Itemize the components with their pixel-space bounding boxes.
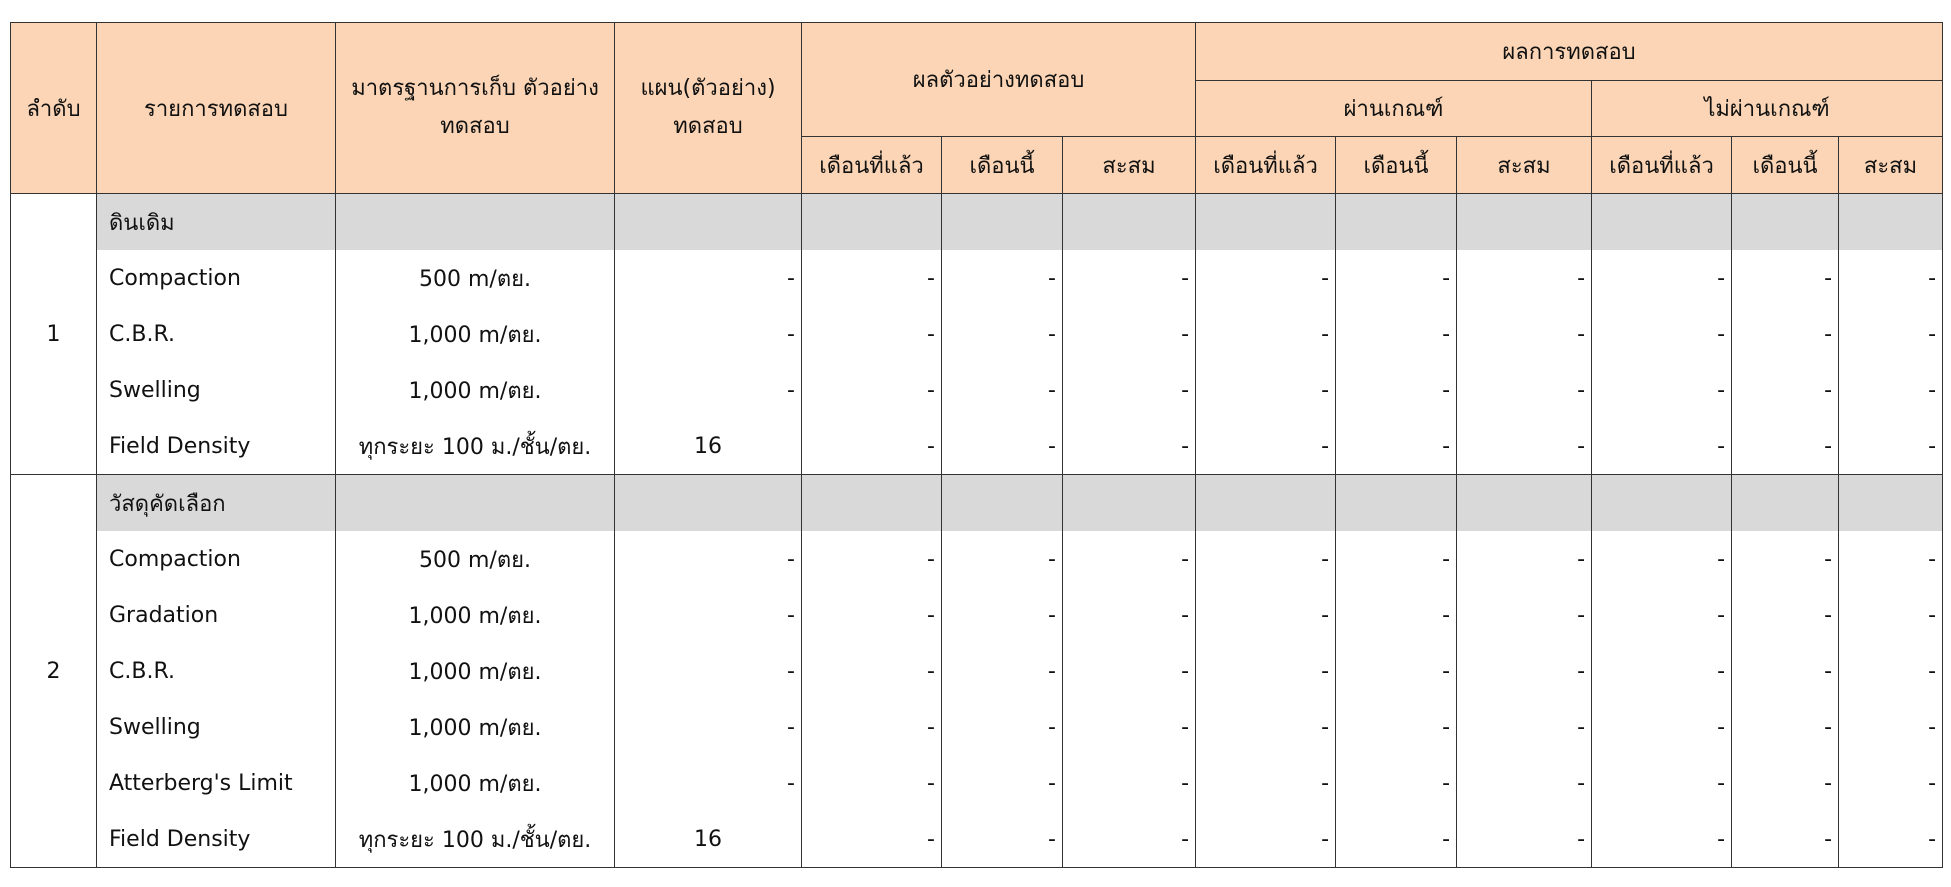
result-value: -	[1732, 587, 1839, 643]
result-value: -	[1063, 587, 1196, 643]
result-value: -	[1839, 587, 1943, 643]
header-sample-this-month: เดือนนี้	[942, 137, 1063, 194]
result-value: -	[802, 250, 942, 306]
sampling-standard: 1,000 m/ตย.	[336, 699, 615, 755]
row-seq-number: 1	[11, 194, 97, 475]
result-value: -	[1063, 362, 1196, 418]
result-value: -	[1457, 306, 1592, 362]
result-value: -	[942, 587, 1063, 643]
group-shade-cell	[336, 475, 615, 532]
result-value: -	[1336, 306, 1457, 362]
result-value: -	[1063, 699, 1196, 755]
result-value: -	[942, 418, 1063, 475]
result-value: -	[1063, 250, 1196, 306]
group-shade-cell	[1732, 194, 1839, 251]
sampling-standard: 1,000 m/ตย.	[336, 587, 615, 643]
result-value: -	[1592, 755, 1732, 811]
result-value: -	[1457, 643, 1592, 699]
table-row	[11, 699, 1943, 755]
result-value: -	[942, 531, 1063, 587]
header-standard: มาตรฐานการเก็บ ตัวอย่างทดสอบ	[336, 23, 615, 194]
plan-value: 16	[615, 418, 802, 475]
result-value: -	[1839, 643, 1943, 699]
table-row	[11, 362, 1943, 418]
result-value: -	[1457, 755, 1592, 811]
result-value: -	[1063, 811, 1196, 868]
header-plan: แผน(ตัวอย่าง) ทดสอบ	[615, 23, 802, 194]
test-item: Compaction	[97, 250, 336, 306]
result-value: -	[1732, 643, 1839, 699]
result-value: -	[1457, 362, 1592, 418]
result-value: -	[942, 306, 1063, 362]
group-shade-cell	[1839, 475, 1943, 532]
sampling-standard: ทุกระยะ 100 ม./ชั้น/ตย.	[336, 418, 615, 475]
group-shade-cell	[1457, 194, 1592, 251]
result-value: -	[1196, 699, 1336, 755]
row-seq-number: 2	[11, 475, 97, 868]
header-sample-cumulative: สะสม	[1063, 137, 1196, 194]
table-row	[11, 755, 1943, 811]
plan-value: -	[615, 699, 802, 755]
result-value: -	[1336, 418, 1457, 475]
group-name: วัสดุคัดเลือก	[97, 475, 336, 532]
result-value: -	[1732, 250, 1839, 306]
test-item: Atterberg's Limit	[97, 755, 336, 811]
result-value: -	[1063, 418, 1196, 475]
result-value: -	[1839, 699, 1943, 755]
header-seq: ลำดับ	[11, 23, 97, 194]
result-value: -	[1196, 250, 1336, 306]
result-value: -	[942, 643, 1063, 699]
header-fail-last-month: เดือนที่แล้ว	[1592, 137, 1732, 194]
result-value: -	[1732, 811, 1839, 868]
table-row	[11, 250, 1943, 306]
result-value: -	[1457, 587, 1592, 643]
test-item: Field Density	[97, 811, 336, 868]
plan-value: -	[615, 306, 802, 362]
result-value: -	[1457, 531, 1592, 587]
header-test-results: ผลการทดสอบ	[1196, 23, 1943, 81]
result-value: -	[1457, 699, 1592, 755]
sampling-standard: 500 m/ตย.	[336, 250, 615, 306]
test-item: C.B.R.	[97, 643, 336, 699]
table-row	[11, 531, 1943, 587]
result-value: -	[802, 811, 942, 868]
result-value: -	[1336, 531, 1457, 587]
group-shade-cell	[1196, 475, 1336, 532]
group-shade-cell	[942, 194, 1063, 251]
result-value: -	[1592, 699, 1732, 755]
result-value: -	[942, 755, 1063, 811]
result-value: -	[1196, 362, 1336, 418]
sampling-standard: 1,000 m/ตย.	[336, 755, 615, 811]
result-value: -	[1196, 811, 1336, 868]
group-shade-cell	[942, 475, 1063, 532]
table-row	[11, 643, 1943, 699]
result-value: -	[802, 587, 942, 643]
result-value: -	[1336, 587, 1457, 643]
result-value: -	[1196, 643, 1336, 699]
result-value: -	[1196, 755, 1336, 811]
sampling-standard: 1,000 m/ตย.	[336, 643, 615, 699]
header-fail-cumulative: สะสม	[1839, 137, 1943, 194]
result-value: -	[1336, 811, 1457, 868]
header-fail-this-month: เดือนนี้	[1732, 137, 1839, 194]
plan-value: 16	[615, 811, 802, 868]
result-value: -	[1592, 418, 1732, 475]
table-body	[11, 194, 1943, 868]
result-value: -	[1732, 362, 1839, 418]
group-name: ดินเดิม	[97, 194, 336, 251]
test-item: Swelling	[97, 362, 336, 418]
result-value: -	[1336, 643, 1457, 699]
result-value: -	[1063, 306, 1196, 362]
plan-value: -	[615, 531, 802, 587]
header-pass-last-month: เดือนที่แล้ว	[1196, 137, 1336, 194]
result-value: -	[1732, 531, 1839, 587]
table-header	[11, 23, 1943, 194]
table-row	[11, 418, 1943, 475]
result-value: -	[942, 362, 1063, 418]
test-item: Field Density	[97, 418, 336, 475]
result-value: -	[802, 531, 942, 587]
group-shade-cell	[1732, 475, 1839, 532]
plan-value: -	[615, 643, 802, 699]
result-value: -	[1732, 699, 1839, 755]
result-value: -	[1336, 699, 1457, 755]
result-value: -	[1592, 362, 1732, 418]
result-value: -	[1839, 306, 1943, 362]
test-item: Swelling	[97, 699, 336, 755]
plan-value: -	[615, 587, 802, 643]
result-value: -	[1592, 531, 1732, 587]
result-value: -	[802, 755, 942, 811]
group-shade-cell	[615, 475, 802, 532]
table-row	[11, 306, 1943, 362]
result-value: -	[1592, 306, 1732, 362]
sampling-standard: 1,000 m/ตย.	[336, 362, 615, 418]
result-value: -	[1196, 531, 1336, 587]
group-shade-cell	[1336, 194, 1457, 251]
result-value: -	[1732, 306, 1839, 362]
group-header-row	[11, 475, 1943, 532]
sampling-standard: 500 m/ตย.	[336, 531, 615, 587]
result-value: -	[1839, 362, 1943, 418]
group-shade-cell	[802, 475, 942, 532]
result-value: -	[1336, 755, 1457, 811]
result-value: -	[1839, 531, 1943, 587]
test-item: Compaction	[97, 531, 336, 587]
result-value: -	[802, 418, 942, 475]
result-value: -	[1839, 418, 1943, 475]
result-value: -	[802, 362, 942, 418]
header-item: รายการทดสอบ	[97, 23, 336, 194]
result-value: -	[1063, 531, 1196, 587]
group-shade-cell	[1063, 194, 1196, 251]
result-value: -	[1732, 418, 1839, 475]
group-header-row	[11, 194, 1943, 251]
result-value: -	[1732, 755, 1839, 811]
test-item: Gradation	[97, 587, 336, 643]
result-value: -	[1336, 250, 1457, 306]
result-value: -	[1592, 587, 1732, 643]
result-value: -	[1336, 362, 1457, 418]
group-shade-cell	[1592, 194, 1732, 251]
table-row	[11, 811, 1943, 868]
test-item: C.B.R.	[97, 306, 336, 362]
group-shade-cell	[336, 194, 615, 251]
header-pass-cumulative: สะสม	[1457, 137, 1592, 194]
group-shade-cell	[1063, 475, 1196, 532]
test-results-table	[10, 22, 1943, 868]
result-value: -	[802, 699, 942, 755]
result-value: -	[1457, 250, 1592, 306]
header-pass-this-month: เดือนนี้	[1336, 137, 1457, 194]
group-shade-cell	[1839, 194, 1943, 251]
group-shade-cell	[802, 194, 942, 251]
header-sample-results: ผลตัวอย่างทดสอบ	[802, 23, 1196, 137]
result-value: -	[802, 306, 942, 362]
result-value: -	[1839, 755, 1943, 811]
result-value: -	[1196, 306, 1336, 362]
result-value: -	[1063, 755, 1196, 811]
plan-value: -	[615, 362, 802, 418]
result-value: -	[942, 811, 1063, 868]
result-value: -	[1196, 587, 1336, 643]
group-shade-cell	[1336, 475, 1457, 532]
result-value: -	[1839, 250, 1943, 306]
plan-value: -	[615, 250, 802, 306]
group-shade-cell	[1457, 475, 1592, 532]
result-value: -	[1592, 250, 1732, 306]
group-shade-cell	[1592, 475, 1732, 532]
result-value: -	[1457, 811, 1592, 868]
group-shade-cell	[1196, 194, 1336, 251]
header-sample-last-month: เดือนที่แล้ว	[802, 137, 942, 194]
result-value: -	[942, 250, 1063, 306]
header-fail: ไม่ผ่านเกณฑ์	[1592, 81, 1943, 137]
sampling-standard: 1,000 m/ตย.	[336, 306, 615, 362]
result-value: -	[1592, 643, 1732, 699]
table-row	[11, 587, 1943, 643]
header-pass: ผ่านเกณฑ์	[1196, 81, 1592, 137]
plan-value: -	[615, 755, 802, 811]
result-value: -	[942, 699, 1063, 755]
result-value: -	[802, 643, 942, 699]
result-value: -	[1196, 418, 1336, 475]
result-value: -	[1839, 811, 1943, 868]
result-value: -	[1457, 418, 1592, 475]
result-value: -	[1592, 811, 1732, 868]
sampling-standard: ทุกระยะ 100 ม./ชั้น/ตย.	[336, 811, 615, 868]
group-shade-cell	[615, 194, 802, 251]
result-value: -	[1063, 643, 1196, 699]
